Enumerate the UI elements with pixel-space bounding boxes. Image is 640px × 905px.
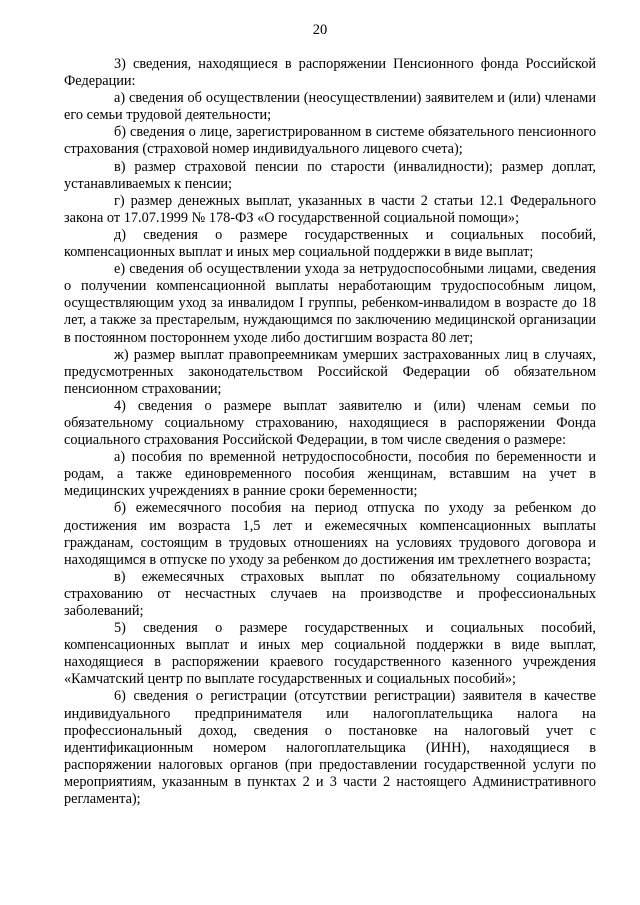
paragraph: д) сведения о размере государственных и социальных пособий, компенсационных выплат и иных мер социальной поддержки в виде выплат; xyxy=(64,226,596,261)
paragraph: 6) сведения о регистрации (отсутствии регистрации) заявителя в качестве индивидуального предпринимателя или налогоплательщика налога на профессиональный доход, сведения о постановке на налоговый учет с идентификационным номером налогоплательщика (ИНН), находящиеся в распоряжении налоговых органов (при предоставлении государственной услуги по мероприятиям, указанным в пунктах 2 и 3 части 2 настоящего Административного регламента); xyxy=(64,688,596,808)
paragraph: 3) сведения, находящиеся в распоряжении Пенсионного фонда Российской Федерации: xyxy=(64,56,596,90)
paragraph: в) ежемесячных страховых выплат по обязательному социальному страхованию от несчастных случаев на производстве и профессиональных заболеваний; xyxy=(64,568,596,619)
paragraph: б) ежемесячного пособия на период отпуска по уходу за ребенком до достижения им возраста 1,5 лет и ежемесячных компенсационных выплаты гражданам, состоящим в трудовых отношениях на условиях трудового договора и находящимся в отпуске по уходу за ребенком до достижения им трехлетнего возраста; xyxy=(64,500,596,568)
paragraph: а) пособия по временной нетрудоспособности, пособия по беременности и родам, а также единовременного пособия женщинам, вставшим на учет в медицинских учреждениях в ранние сроки беременности; xyxy=(64,449,596,500)
paragraph: а) сведения об осуществлении (неосуществлении) заявителем и (или) членами его семьи трудовой деятельности; xyxy=(64,90,596,124)
paragraph: в) размер страховой пенсии по старости (инвалидности); размер доплат, устанавливаемых к пенсии; xyxy=(64,158,596,192)
paragraph: ж) размер выплат правопреемникам умерших застрахованных лиц в случаях, предусмотренных законодательством Российской Федерации об обязательном пенсионном страховании; xyxy=(64,346,596,397)
paragraph: г) размер денежных выплат, указанных в части 2 статьи 12.1 Федерального закона от 17.07.1999 № 178-ФЗ «О государственной социальной помощи»; xyxy=(64,192,596,226)
page-number: 20 xyxy=(312,22,328,38)
paragraph: б) сведения о лице, зарегистрированном в системе обязательного пенсионного страхования (страховой номер индивидуального лицевого счета); xyxy=(64,124,596,158)
paragraph: 5) сведения о размере государственных и социальных пособий, компенсационных выплат и иных мер социальной поддержки в виде выплат, находящиеся в распоряжении краевого государственного казенного учреждения «Камчатский центр по выплате государственных и социальных пособий»; xyxy=(64,620,596,688)
document-body xyxy=(64,56,596,808)
paragraph: е) сведения об осуществлении ухода за нетрудоспособными лицами, сведения о получении компенсационной выплаты неработающим трудоспособным лицом, осуществляющим уход за инвалидом I группы, ребенком-инвалидом в возрасте до 18 лет, а также за престарелым, нуждающимся по заключению медицинской организации в постоянном постороннем уходе либо достигшим возраста 80 лет; xyxy=(64,261,596,346)
paragraph: 4) сведения о размере выплат заявителю и (или) членам семьи по обязательному социальному страхованию, находящиеся в распоряжении Фонда социального страхования Российской Федерации, в том числе сведения о размере: xyxy=(64,397,596,449)
